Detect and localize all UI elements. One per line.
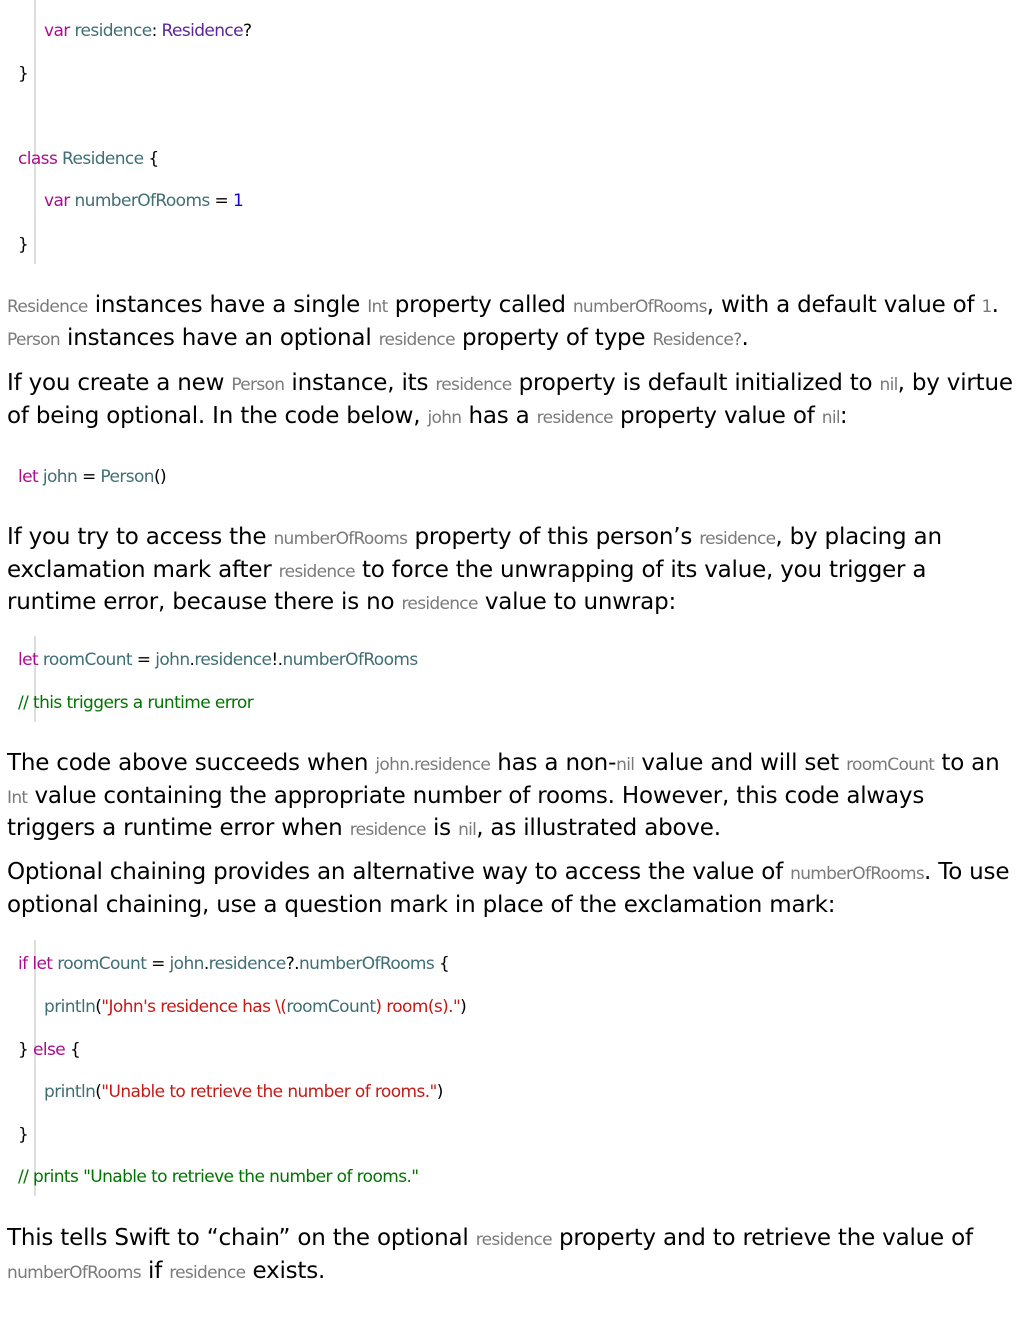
code-rule <box>34 940 36 1196</box>
code-line: class Residence { <box>18 149 159 169</box>
paragraph: If you try to access the numberOfRooms property of this person’s residence, by placing an exclamation mark after residence to force the unwrapping of its value, you trigger a runtime error, because there is no residence value to unwrap: <box>7 524 942 615</box>
paragraph: Optional chaining provides an alternative way to access the value of numberOfRooms. To use optional chaining, use a question mark in place of the exclamation mark: <box>7 859 1010 918</box>
code-comment: // prints "Unable to retrieve the number of rooms." <box>18 1167 419 1187</box>
code-rule <box>34 0 36 264</box>
code-line: } <box>18 235 29 255</box>
paragraph: The code above succeeds when john.residence has a non-nil value and will set roomCount to an Int value containing the appropriate number of rooms. However, this code always triggers a runtime error when residence is nil, as illustrated above. <box>7 750 1000 841</box>
code-line: println("John's residence has \(roomCount) room(s).") <box>44 997 467 1017</box>
code-comment: // this triggers a runtime error <box>18 693 254 713</box>
paragraph: If you create a new Person instance, its residence property is default initialized to nil, by virtue of being optional. In the code below, john has a residence property value of nil: <box>7 370 1013 429</box>
code-line: } else { <box>18 1040 81 1060</box>
code-line: var residence: Residence? <box>44 21 252 41</box>
paragraph: Residence instances have a single Int property called numberOfRooms, with a default value of 1. Person instances have an optional residence property of type Residence?. <box>7 292 999 351</box>
paragraph: This tells Swift to “chain” on the optional residence property and to retrieve the value of numberOfRooms if residence exists. <box>7 1225 973 1284</box>
code-line: println("Unable to retrieve the number of rooms.") <box>44 1082 443 1102</box>
code-line: if let roomCount = john.residence?.numberOfRooms { <box>18 954 450 974</box>
code-line: } <box>18 1125 29 1145</box>
code-line: var numberOfRooms = 1 <box>44 191 244 211</box>
code-line: let roomCount = john.residence!.numberOfRooms <box>18 650 418 670</box>
code-line: } <box>18 64 29 84</box>
code-line: let john = Person() <box>18 467 167 487</box>
